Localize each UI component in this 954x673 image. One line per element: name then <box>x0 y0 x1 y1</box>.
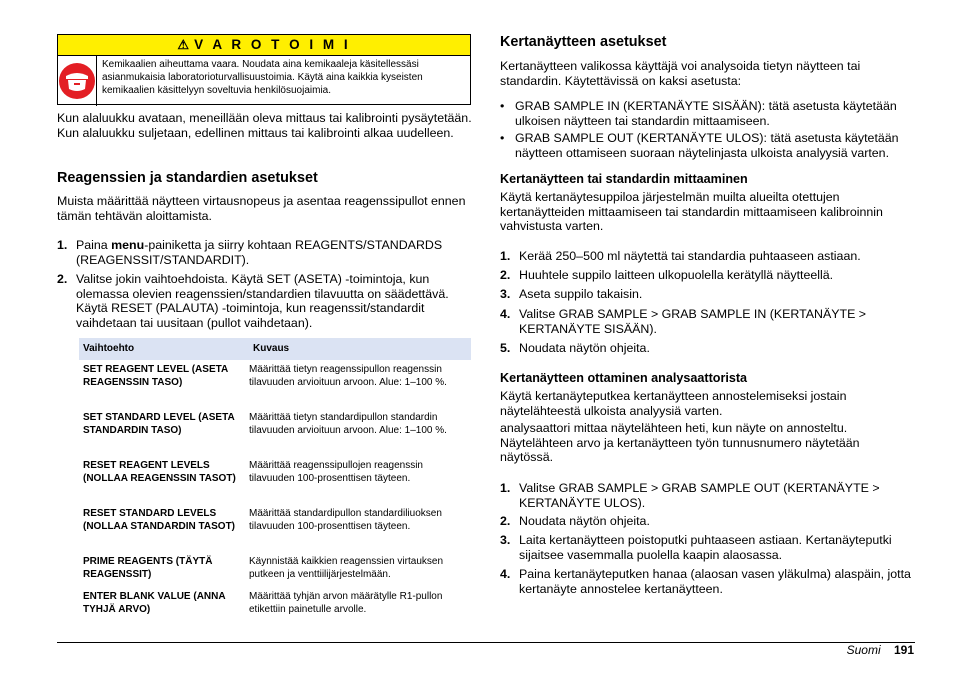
step-number: 3. <box>500 287 511 301</box>
bullet-item <box>500 131 915 160</box>
step-item <box>500 268 915 283</box>
description-cell: Käynnistää kaikkien reagenssien virtauksen putkeen ja venttiilijärjestelmään. <box>249 556 443 580</box>
table-header <box>79 338 471 360</box>
step-text: Noudata näytön ohjeita. <box>519 514 650 528</box>
option-cell: RESET REAGENT LEVELS (NOLLAA REAGENSSIN TASOT) <box>83 460 236 484</box>
option-cell: SET STANDARD LEVEL (ASETA STANDARDIN TASO) <box>83 412 235 436</box>
subsection-heading: Kertanäytteen tai standardin mittaaminen <box>500 172 748 186</box>
step-text: Paina kertanäyteputken hanaa (alaosan vasen yläkulma) alaspäin, jotta kertanäyte annostelee kertanäytteen. <box>519 567 911 596</box>
step-number: 2. <box>500 514 511 528</box>
subsection-paragraph: Käytä kertanäytesuppiloa järjestelmän muilta alueilta otettujen kertanäytteiden mittaamiseen tai standardin mittaamiseen kalibroinnin vahvistusta varten. <box>500 190 883 234</box>
step-number: 1. <box>500 481 511 495</box>
table-row <box>79 412 471 438</box>
option-cell: ENTER BLANK VALUE (ANNA TYHJÄ ARVO) <box>83 591 226 615</box>
bullet-marker: • <box>500 99 505 113</box>
step-text: Huuhtele suppilo laitteen ulkopuolella kerätyllä näytteellä. <box>519 268 834 282</box>
option-cell: RESET STANDARD LEVELS (NOLLAA STANDARDIN TASOT) <box>83 508 236 532</box>
step-text: Aseta suppilo takaisin. <box>519 287 643 301</box>
step-number: 5. <box>500 341 511 355</box>
step-text: Valitse GRAB SAMPLE > GRAB SAMPLE OUT (KERTANÄYTE > KERTANÄYTE ULOS). <box>519 481 880 510</box>
step-number: 1. <box>57 238 68 252</box>
warning-triangle-icon: ⚠ <box>177 36 190 52</box>
bullet-text: GRAB SAMPLE IN (KERTANÄYTE SISÄÄN): tätä asetusta käytetään ulkoisen näytteen tai standardin mittaamiseen. <box>515 99 897 128</box>
description-cell: Määrittää tyhjän arvon määrätylle R1-pullon etikettiin painetulle arvolle. <box>249 591 443 615</box>
table-row <box>79 591 471 617</box>
step-item <box>500 307 915 336</box>
description-cell: Määrittää standardipullon standardiliuoksen tilavuuden 100-prosenttisen täyteen. <box>249 508 442 532</box>
column-header-description: Kuvaus <box>253 342 290 354</box>
footer-divider <box>57 642 915 643</box>
subsection-paragraph: Käytä kertanäyteputkea kertanäytteen annostelemiseksi jostain näytelähteestä ulkoista analyysiä varten. <box>500 389 847 418</box>
section-heading: Reagenssien ja standardien asetukset <box>57 170 318 186</box>
warning-box <box>57 34 471 105</box>
subsection-heading: Kertanäytteen ottaminen analysaattorista <box>500 371 748 385</box>
step-item <box>500 249 915 264</box>
options-table <box>79 338 471 615</box>
step-number: 4. <box>500 567 511 581</box>
step-text: Paina <box>76 238 112 252</box>
intro-paragraph: Kun alaluukku avataan, meneillään oleva mittaus tai kalibrointi pysäytetään. Kun alaluukku suljetaan, edellinen mittaus tai kalibrointi alkaa uudelleen. <box>57 111 472 140</box>
subsection-paragraph: analysaattori mittaa näytelähteen heti, kun näyte on annosteltu. Näytelähteen arvo ja kertanäytteen työn tunnusnumero näytetään näytössä. <box>500 421 860 465</box>
section-paragraph: Muista määrittää näytteen virtausnopeus ja asentaa reagenssipullot ennen tämän tehtävän aloittamista. <box>57 194 466 223</box>
step-number: 2. <box>500 268 511 282</box>
step-item <box>500 533 915 562</box>
bullet-marker: • <box>500 131 505 145</box>
step-text: Laita kertanäytteen poistoputki puhtaaseen astiaan. Kertanäyteputki sijaitsee vasemmalla puolella kaapin alaosassa. <box>519 533 892 562</box>
description-cell: Määrittää tietyn standardipullon standardin tilavuuden arvioituun arvoon. Alue: 1–100 %. <box>249 412 447 436</box>
section-heading: Kertanäytteen asetukset <box>500 34 667 50</box>
step-text: -painiketta ja siirry kohtaan REAGENTS/STANDARDS (REAGENSSIT/STANDARDIT). <box>76 238 443 267</box>
step-text: Valitse GRAB SAMPLE > GRAB SAMPLE IN (KERTANÄYTE > KERTANÄYTE SISÄÄN). <box>519 307 867 336</box>
warning-title: V A R O T O I M I <box>194 36 351 52</box>
table-row <box>79 460 471 486</box>
table-row <box>79 364 471 390</box>
step-item <box>500 481 915 510</box>
section-paragraph: Kertanäytteen valikossa käyttäjä voi analysoida tietyn näytteen tai standardin. Käytettävissä on kaksi asetusta: <box>500 59 861 88</box>
step-number: 3. <box>500 533 511 547</box>
step-text: Noudata näytön ohjeita. <box>519 341 650 355</box>
warning-text: Kemikaalien aiheuttama vaara. Noudata aina kemikaaleja käsitellessäsi asianmukaisia laboratorioturvallisuustoimia. Käytä aina kaikkia kyseisten kemikaalien käsittelyyn soveltuvia henkilösuojaimia. <box>102 59 423 96</box>
footer-language: Suomi <box>846 643 881 657</box>
warning-header <box>58 35 470 56</box>
step-item <box>500 341 915 356</box>
option-cell: PRIME REAGENTS (TÄYTÄ REAGENSSIT) <box>83 556 213 580</box>
step-item <box>500 287 915 302</box>
page-number: 191 <box>893 643 914 657</box>
step-item <box>500 514 915 529</box>
bullet-item <box>500 99 915 128</box>
menu-key-label: menu <box>111 238 145 252</box>
step-number: 4. <box>500 307 511 321</box>
table-row <box>79 508 471 534</box>
description-cell: Määrittää reagenssipullojen reagenssin tilavuuden 100-prosenttisen täyteen. <box>249 460 423 484</box>
description-cell: Määrittää tietyn reagenssipullon reagenssin tilavuuden arvioituun arvoon. Alue: 1–100 %. <box>249 364 447 388</box>
step-text: Kerää 250–500 ml näytettä tai standardia puhtaaseen astiaan. <box>519 249 861 263</box>
bullet-text: GRAB SAMPLE OUT (KERTANÄYTE ULOS): tätä asetusta käytetään näytteen ottamiseen suoraan näytelinjasta ulkoista analyysiä varten. <box>515 131 899 160</box>
step-number: 1. <box>500 249 511 263</box>
option-cell: SET REAGENT LEVEL (ASETA REAGENSSIN TASO) <box>83 364 228 388</box>
step-item <box>500 567 915 596</box>
table-row <box>79 556 471 582</box>
column-header-option: Vaihtoehto <box>83 342 135 354</box>
step-number: 2. <box>57 272 68 286</box>
page-footer <box>847 643 914 658</box>
protective-face-shield-icon <box>58 56 97 106</box>
step-2 <box>57 272 472 330</box>
step-1 <box>57 238 472 267</box>
step-text: Valitse jokin vaihtoehdoista. Käytä SET (ASETA) -toimintoja, kun olemassa olevien reagenssien/standardien tilavuutta on säädettävä. Käytä RESET (PALAUTA) -toimintoja, kun reagenssit/standardit vaihdetaan tai uusitaan (pullot vaihdetaan). <box>76 272 449 330</box>
